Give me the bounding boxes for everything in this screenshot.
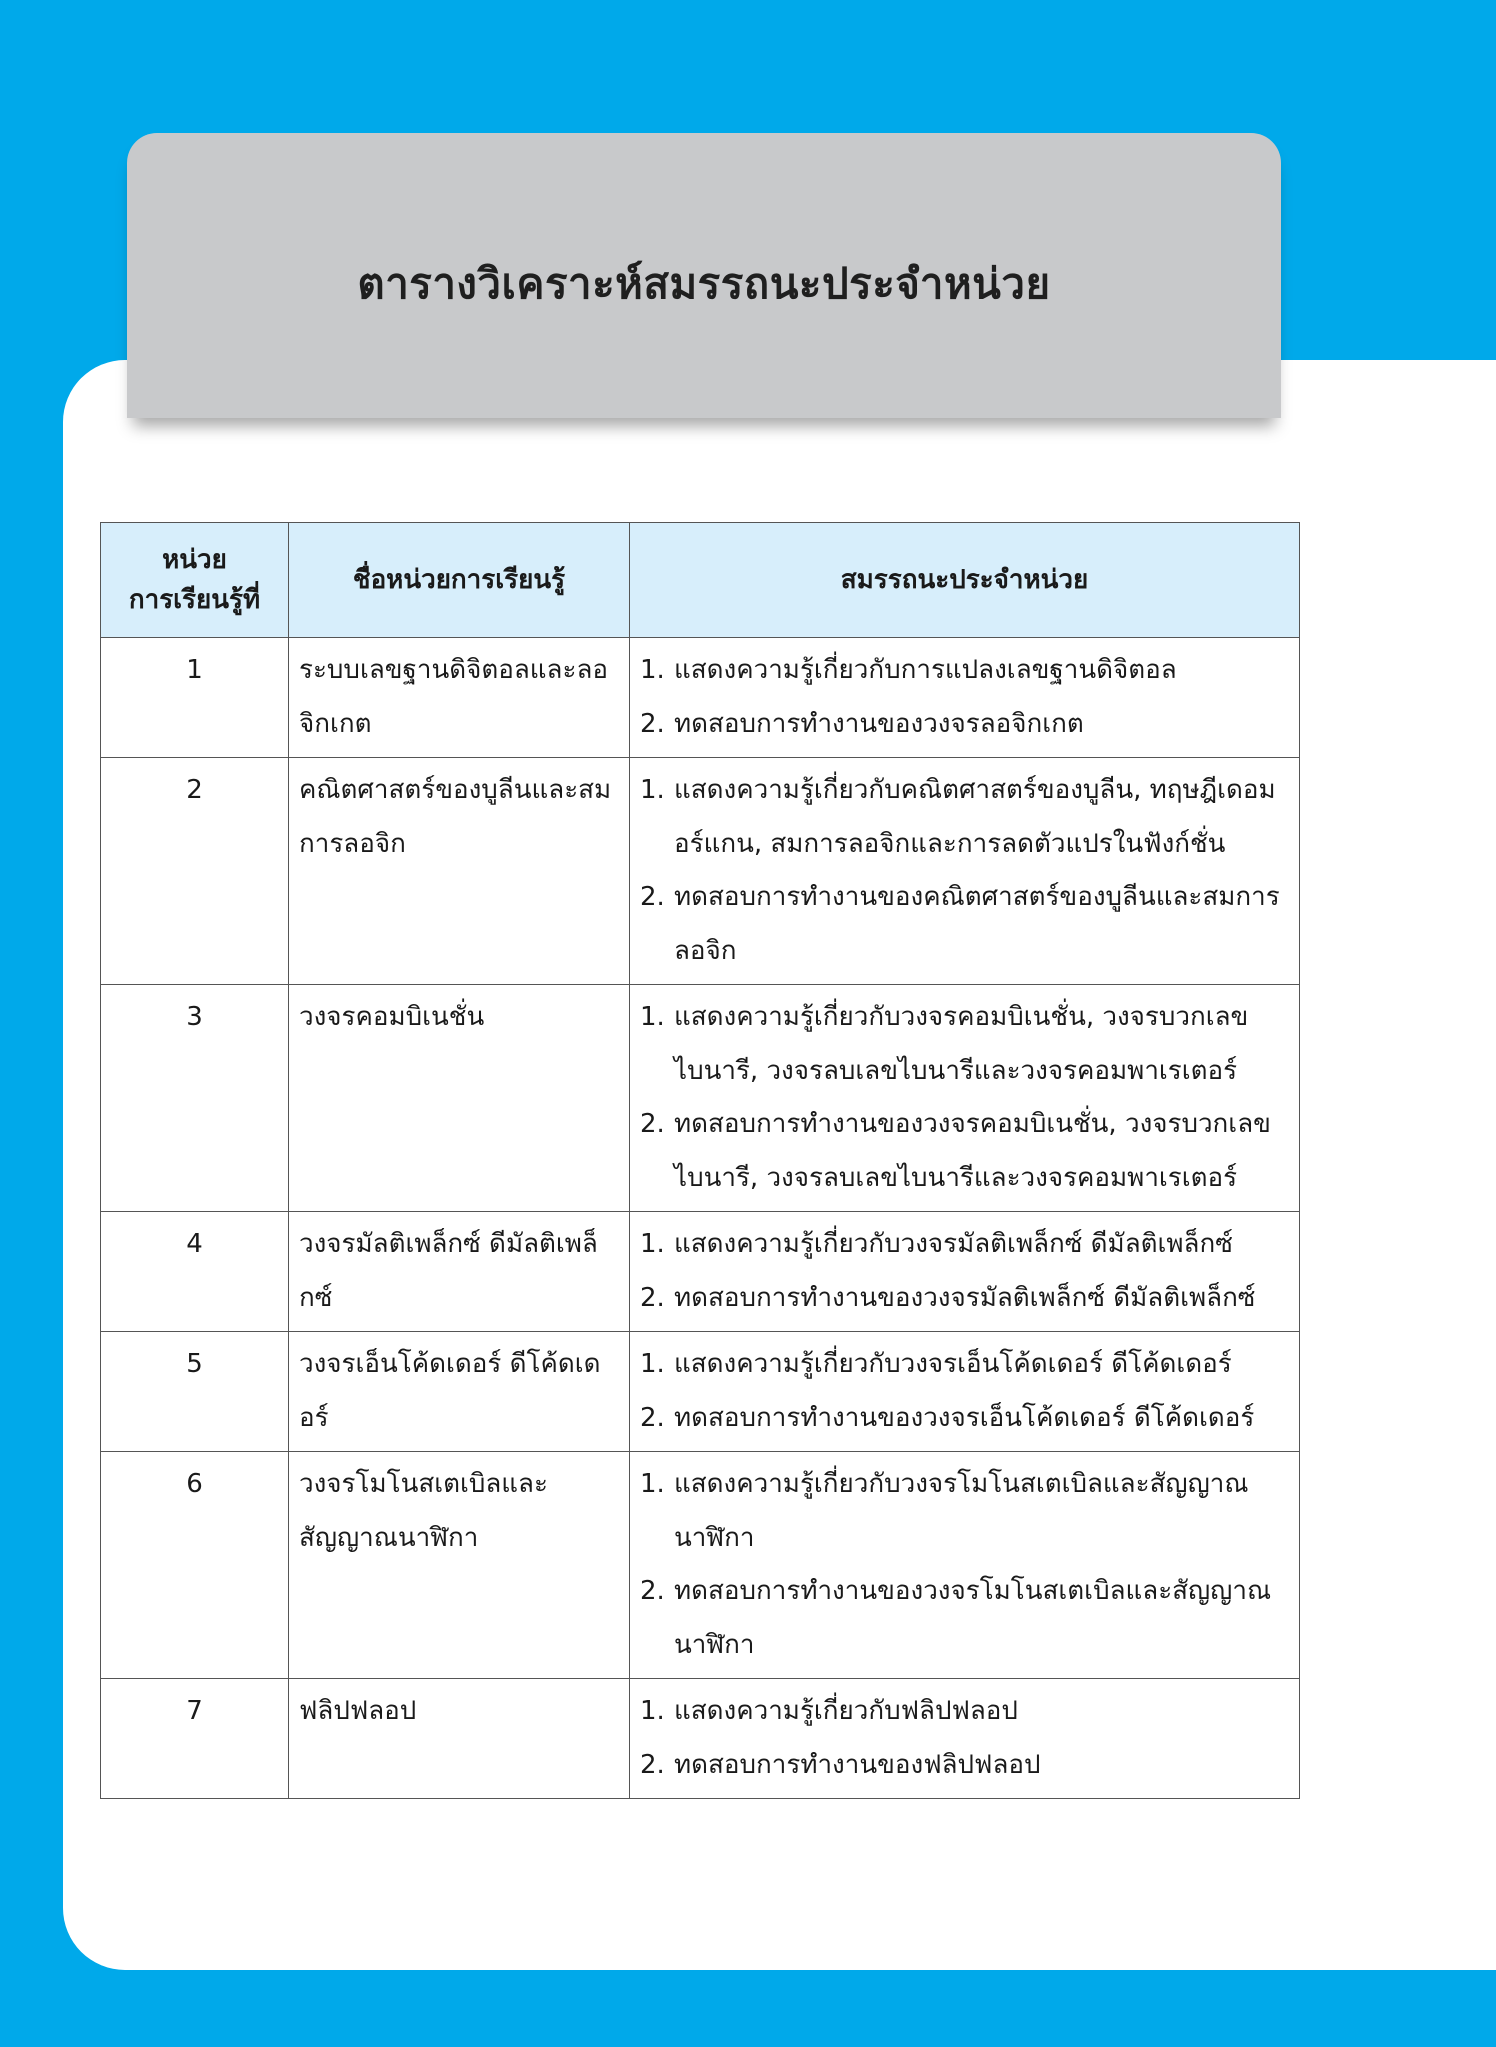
competency-item-text: ทดสอบการทำงานของฟลิปฟลอป xyxy=(674,1749,1041,1780)
competency-cell xyxy=(630,1332,1300,1452)
competency-cell xyxy=(630,1679,1300,1799)
competency-item-number: 2. xyxy=(640,1576,665,1606)
competency-list xyxy=(640,1218,1289,1325)
table-row xyxy=(101,985,1300,1212)
competency-item-number: 2. xyxy=(640,708,665,739)
competency-item-number: 2. xyxy=(640,1109,665,1139)
competency-item xyxy=(640,1338,1289,1392)
table-body xyxy=(101,638,1300,1799)
unit-name-cell: ฟลิปฟลอป xyxy=(289,1679,630,1799)
competency-cell xyxy=(630,985,1300,1212)
competency-item-text: ทดสอบการทำงานของวงจรลอจิกเกต xyxy=(674,708,1084,739)
unit-number-cell: 1 xyxy=(101,638,289,758)
competency-item-number: 1. xyxy=(640,1229,665,1259)
competency-item-number: 1. xyxy=(640,775,665,805)
unit-name-cell: วงจรมัลติเพล็กซ์ ดีมัลติเพล็กซ์ xyxy=(289,1212,630,1332)
unit-number-cell: 4 xyxy=(101,1212,289,1332)
competency-cell xyxy=(630,1212,1300,1332)
table-row xyxy=(101,1452,1300,1679)
table-row xyxy=(101,758,1300,985)
header-competency: สมรรถนะประจำหน่วย xyxy=(630,523,1300,638)
page-title: ตารางวิเคราะห์สมรรถนะประจำหน่วย xyxy=(357,259,1051,308)
competency-item-number: 1. xyxy=(640,1469,665,1499)
header-unit-no-line2: การเรียนรู้ที่ xyxy=(128,585,261,615)
unit-name-cell: วงจรคอมบิเนชั่น xyxy=(289,985,630,1212)
competency-item-text: แสดงความรู้เกี่ยวกับคณิตศาสตร์ของบูลีน, ทฤษฎีเดอมอร์แกน, สมการลอจิกและการลดตัวแปรในฟังก์ชั่น xyxy=(674,775,1276,859)
competency-item-text: แสดงความรู้เกี่ยวกับวงจรโมโนสเตเบิลและสัญญาณนาฬิกา xyxy=(674,1469,1249,1553)
competency-list xyxy=(640,1685,1289,1792)
competency-item-number: 2. xyxy=(640,1402,665,1433)
competency-cell xyxy=(630,758,1300,985)
unit-number-cell: 5 xyxy=(101,1332,289,1452)
competency-item-text: ทดสอบการทำงานของวงจรคอมบิเนชั่น, วงจรบวกเลขไบนารี, วงจรลบเลขไบนารีและวงจรคอมพาเรเตอร์ xyxy=(674,1109,1271,1193)
competency-item-number: 2. xyxy=(640,882,665,912)
competency-item-number: 2. xyxy=(640,1282,665,1313)
competency-table xyxy=(100,522,1300,1799)
competency-item-number: 1. xyxy=(640,1349,665,1379)
competency-item xyxy=(640,1218,1289,1272)
title-tab xyxy=(127,133,1281,418)
competency-item xyxy=(640,698,1289,752)
competency-cell xyxy=(630,638,1300,758)
competency-item xyxy=(640,1685,1289,1739)
competency-list xyxy=(640,991,1289,1205)
table-row xyxy=(101,1679,1300,1799)
header-unit-name: ชื่อหน่วยการเรียนรู้ xyxy=(289,523,630,638)
competency-item-text: แสดงความรู้เกี่ยวกับฟลิปฟลอป xyxy=(674,1696,1018,1726)
competency-item xyxy=(640,1392,1289,1446)
competency-item-number: 1. xyxy=(640,1002,665,1032)
unit-number-cell: 6 xyxy=(101,1452,289,1679)
competency-item-text: แสดงความรู้เกี่ยวกับวงจรคอมบิเนชั่น, วงจรบวกเลขไบนารี, วงจรลบเลขไบนารีและวงจรคอมพาเรเตอร์ xyxy=(674,1002,1249,1086)
competency-item-text: แสดงความรู้เกี่ยวกับวงจรมัลติเพล็กซ์ ดีมัลติเพล็กซ์ xyxy=(674,1229,1233,1259)
competency-item xyxy=(640,991,1289,1098)
competency-item xyxy=(640,764,1289,871)
competency-item xyxy=(640,1272,1289,1326)
table-row xyxy=(101,1212,1300,1332)
table-row xyxy=(101,1332,1300,1452)
unit-name-cell: วงจรเอ็นโค้ดเดอร์ ดีโค้ดเดอร์ xyxy=(289,1332,630,1452)
competency-item-number: 1. xyxy=(640,655,665,685)
table-row xyxy=(101,638,1300,758)
competency-item-number: 2. xyxy=(640,1749,665,1780)
competency-item xyxy=(640,1098,1289,1205)
unit-number-cell: 3 xyxy=(101,985,289,1212)
unit-number-cell: 2 xyxy=(101,758,289,985)
competency-item-text: ทดสอบการทำงานของวงจรมัลติเพล็กซ์ ดีมัลติเพล็กซ์ xyxy=(674,1282,1256,1313)
competency-list xyxy=(640,644,1289,751)
unit-name-cell: ระบบเลขฐานดิจิตอลและลอจิกเกต xyxy=(289,638,630,758)
competency-list xyxy=(640,1338,1289,1445)
competency-item-text: ทดสอบการทำงานของคณิตศาสตร์ของบูลีนและสมการลอจิก xyxy=(674,882,1280,966)
unit-name-cell: คณิตศาสตร์ของบูลีนและสมการลอจิก xyxy=(289,758,630,985)
table-header-row xyxy=(101,523,1300,638)
header-unit-no-line1: หน่วย xyxy=(162,545,227,575)
header-unit-no xyxy=(101,523,289,638)
competency-item xyxy=(640,1739,1289,1793)
competency-list xyxy=(640,1458,1289,1672)
competency-table-wrapper xyxy=(100,522,1300,1799)
competency-item xyxy=(640,871,1289,978)
competency-item-text: แสดงความรู้เกี่ยวกับวงจรเอ็นโค้ดเดอร์ ดีโค้ดเดอร์ xyxy=(674,1349,1232,1379)
competency-item-text: แสดงความรู้เกี่ยวกับการแปลงเลขฐานดิจิตอล xyxy=(674,655,1177,685)
competency-cell xyxy=(630,1452,1300,1679)
unit-name-cell: วงจรโมโนสเตเบิลและสัญญาณนาฬิกา xyxy=(289,1452,630,1679)
competency-item xyxy=(640,644,1289,698)
competency-item-number: 1. xyxy=(640,1696,665,1726)
competency-item xyxy=(640,1458,1289,1565)
competency-item-text: ทดสอบการทำงานของวงจรโมโนสเตเบิลและสัญญาณนาฬิกา xyxy=(674,1576,1272,1660)
unit-number-cell: 7 xyxy=(101,1679,289,1799)
competency-list xyxy=(640,764,1289,978)
competency-item-text: ทดสอบการทำงานของวงจรเอ็นโค้ดเดอร์ ดีโค้ดเดอร์ xyxy=(674,1402,1255,1433)
competency-item xyxy=(640,1565,1289,1672)
